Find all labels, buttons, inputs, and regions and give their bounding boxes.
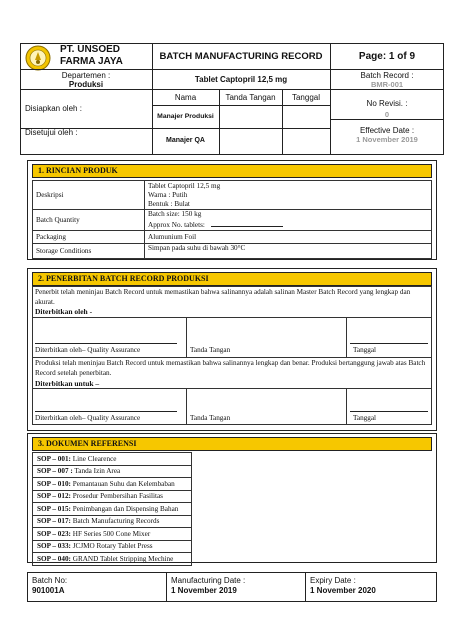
section-product-details (27, 160, 437, 260)
packaging-label: Packaging (33, 231, 145, 244)
reference-row: SOP – 015: Penimbangan dan Dispensing Bahan (33, 503, 192, 516)
section-title: 1. RINCIAN PRODUK (32, 164, 432, 178)
reference-row: SOP – 033: JCJMO Rotary Tablet Press (33, 540, 192, 553)
department-label: Departemen : (61, 71, 111, 80)
company-name-line1: PT. UNSOED (60, 44, 121, 55)
expiry-date-label: Expiry Date : (310, 576, 356, 585)
batch-record-value: BMR-001 (370, 80, 404, 89)
reference-row: SOP – 010: Pemantauan Suhu dan Kelembaban (33, 478, 192, 491)
reference-row: SOP – 040: GRAND Tablet Stripping Mechine (33, 553, 192, 566)
reference-row: SOP – 001: Line Clearence (33, 453, 192, 466)
col-tanda-tangan: Tanda Tangan (225, 93, 276, 102)
date-label: Tanggal (353, 414, 377, 422)
prepared-by-label: Disiapkan oleh : (25, 104, 82, 113)
department-value: Produksi (68, 80, 104, 89)
storage-value: Simpan pada suhu di bawah 30°C (145, 244, 432, 259)
reference-row: SOP – 017: Batch Manufacturing Records (33, 515, 192, 528)
issued-for-label: Diterbitkan untuk – (35, 379, 100, 388)
manufacturing-date-label: Manufacturing Date : (171, 576, 246, 585)
packaging-value: Alumunium Foil (145, 231, 432, 244)
batch-quantity-label: Batch Quantity (33, 210, 145, 231)
col-tanggal: Tanggal (291, 93, 321, 102)
section-title: 3. DOKUMEN REFERENSI (32, 437, 432, 451)
company-name-line2: FARMA JAYA (60, 56, 123, 67)
effective-date-value: 1 November 2019 (356, 135, 418, 144)
page-number: Page: 1 of 9 (358, 51, 416, 62)
product-name: Tablet Captopril 12,5 mg (194, 75, 288, 84)
document-title: BATCH MANUFACTURING RECORD (159, 51, 323, 62)
company-logo (25, 45, 51, 71)
issuer-paragraph: Penerbit telah meninjau Batch Record untuk memastikan bahwa salinannya adalah salinan Master Batch Record yang lengkap dan akurat. (35, 288, 411, 306)
date-label: Tanggal (353, 346, 377, 354)
production-paragraph: Produksi telah meninjau Batch Record untuk memastikan bahwa salinannya lengkap dan benar. Produksi bertanggung jawab atas Batch Record setelah penerbitan. (35, 359, 426, 377)
manufacturing-date-value: 1 November 2019 (171, 586, 237, 595)
batch-size: Batch size: 150 kg (148, 210, 202, 218)
approved-by-name: Manajer QA (166, 137, 205, 144)
section-title: 2. PENERBITAN BATCH RECORD PRODUKSI (32, 272, 432, 286)
reference-row: SOP – 007 : Tanda Izin Area (33, 465, 192, 478)
storage-label: Storage Conditions (33, 244, 145, 259)
issued-by-qa: Diterbitkan oleh– Quality Assurance (35, 346, 141, 354)
signature-label: Tanda Tangan (190, 414, 231, 422)
batch-no-value: 901001A (32, 586, 65, 595)
expiry-date-value: 1 November 2020 (310, 586, 376, 595)
section-reference-docs (27, 433, 437, 563)
reference-row: SOP – 023: HF Series 500 Cone Mixer (33, 528, 192, 541)
approx-tablets-label: Approx No. tablets: (148, 221, 205, 229)
effective-date-label: Effective Date : (359, 126, 415, 135)
revision-value: 0 (384, 110, 390, 119)
signature-label: Tanda Tangan (190, 346, 231, 354)
issued-by-qa: Diterbitkan oleh– Quality Assurance (35, 414, 141, 422)
col-nama: Nama (174, 93, 197, 102)
section-batch-issuance (27, 268, 437, 431)
batch-record-label: Batch Record : (360, 71, 414, 80)
description-line: Bentuk : Bulat (148, 199, 190, 208)
description-line: Tablet Captopril 12,5 mg (148, 181, 221, 190)
revision-label: No Revisi. : (366, 99, 408, 108)
approved-by-label: Disetujui oleh : (25, 128, 78, 137)
approx-tablets-field[interactable] (211, 219, 283, 227)
description-line: Warna : Putih (148, 190, 188, 199)
reference-row: SOP – 012: Prosedur Pembersihan Fasilitas (33, 490, 192, 503)
issued-by-label: Diterbitkan oleh - (35, 307, 93, 316)
batch-no-label: Batch No: (32, 576, 68, 585)
prepared-by-name: Manajer Produksi (157, 113, 214, 120)
description-label: Deskripsi (33, 181, 145, 210)
